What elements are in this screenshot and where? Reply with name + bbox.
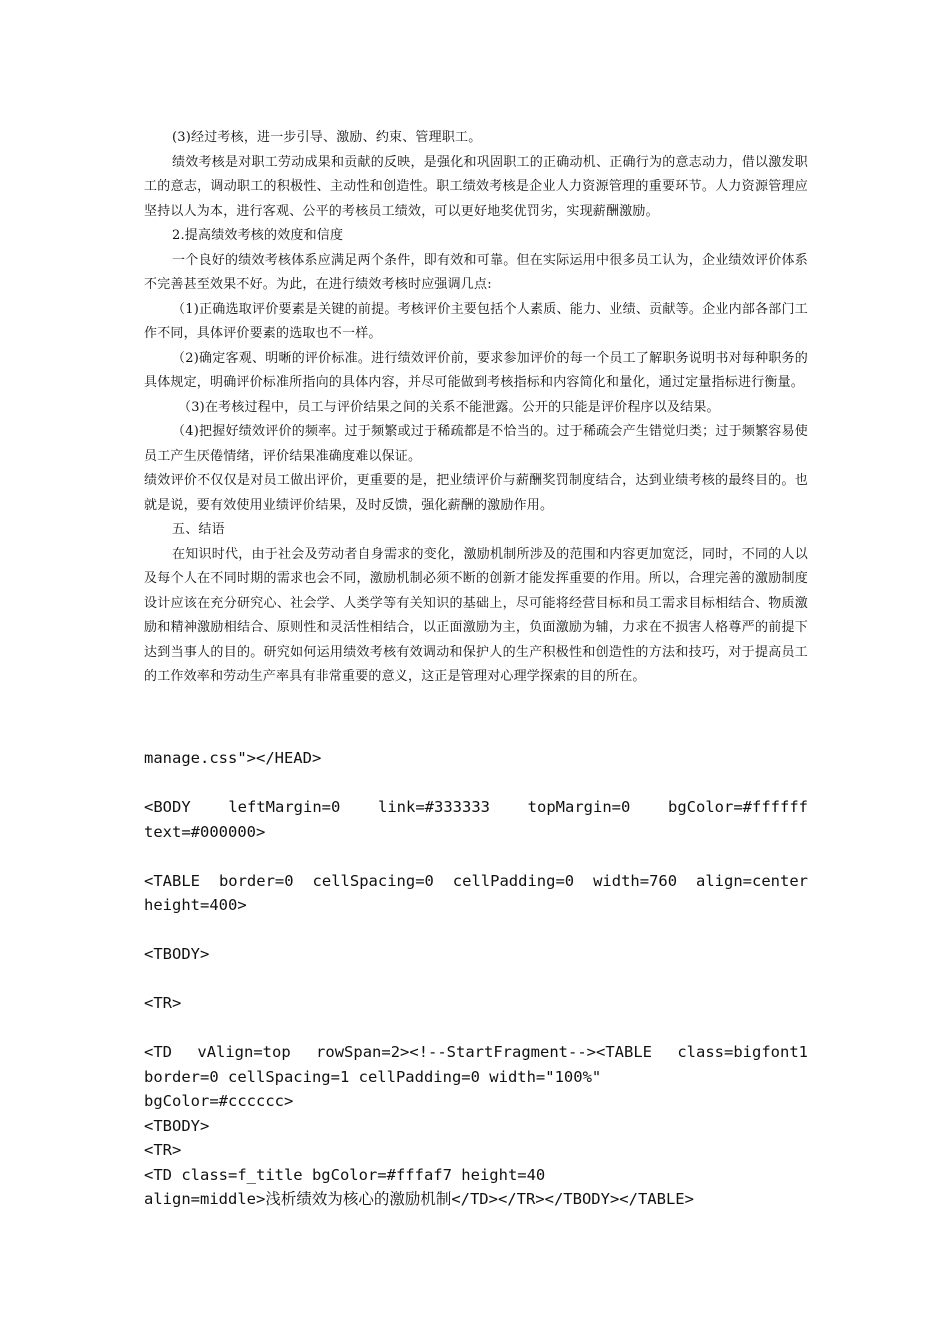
code-line-inner-tr: <TR>	[144, 1141, 182, 1159]
list-item-4: （4)把握好绩效评价的频率。过于频繁或过于稀疏都是不恰当的。过于稀疏会产生错觉归类；过于频繁容易使员工产生厌倦情绪，评价结果准确度难以保证。	[144, 424, 808, 464]
paragraph-good-system: 一个良好的绩效考核体系应满足两个条件，即有效和可靠。但在实际运用中很多员工认为，企业绩效评价体系不完善甚至效果不好。为此，在进行绩效考核时应强调几点:	[144, 252, 808, 292]
code-line-inner-tbody: <TBODY>	[144, 1116, 210, 1135]
code-line-body: <BODY leftMargin=0 link=#333333 topMargin=0 bgColor=#ffffff text=#000000>	[144, 798, 808, 841]
paragraph-conclusion: 在知识时代，由于社会及劳动者自身需求的变化，激励机制所涉及的范围和内容更加宽泛，同时，不同的人以及每个人在不同时期的需求也会不同，激励机制必须不断的创新才能发挥重要的作用。所以，合理完善的激励制度设计应该在充分研究心、社会学、人类学等有关知识的基础上，尽可能将经营目标和员工需求目标相结合、物质激励和精神激励相结合、原则性和灵活性相结合，以正面激励为主，负面激励为辅，力求在不损害人格尊严的前提下达到当事人的目的。研究如何运用绩效考核有效调动和保护人的生产积极性和创造性的方法和技巧，对于提高员工的工作效率和劳动生产率具有非常重要的意义，这正是管理对心理学探索的目的所在。	[144, 546, 808, 684]
code-line-td-inner-table: <TD vAlign=top rowSpan=2><!--StartFragment--><TABLE class=bigfont1 border=0 cellSpacing=1 cellPadding=0 width="100%"	[144, 1043, 808, 1086]
paragraph-performance-appraisal: 绩效考核是对职工劳动成果和贡献的反映，是强化和巩固职工的正确动机、正确行为的意志动力，借以激发职工的意志，调动职工的积极性、主动性和创造性。职工绩效考核是企业人力资源管理的重要环节。人力资源管理应坚持以人为本，进行客观、公平的考核员工绩效，可以更好地奖优罚劣，实现薪酬激励。	[144, 154, 808, 219]
html-source-fragment	[144, 746, 808, 1212]
article-body	[144, 126, 808, 690]
code-line-title-td: <TD class=f_title bgColor=#fffaf7 height=40	[144, 1165, 546, 1184]
section-heading-validity: 2.提高绩效考核的效度和信度	[172, 228, 344, 243]
code-line-table: <TABLE border=0 cellSpacing=0 cellPadding=0 width=760 align=center height=400>	[144, 871, 808, 914]
list-item-2: （2)确定客观、明晰的评价标准。进行绩效评价前，要求参加评价的每一个员工了解职务说明书对每种职务的具体规定，明确评价标准所指向的具体内容，并尽可能做到考核指标和内容简化和量化，通过定量指标进行衡量。	[144, 350, 808, 390]
list-item-1: （1)正确选取评价要素是关键的前提。考核评价主要包括个人素质、能力、业绩、贡献等。企业内部各部门工作不同，具体评价要素的选取也不一样。	[144, 301, 808, 341]
code-line-tr: <TR>	[144, 994, 182, 1012]
code-line-tbody: <TBODY>	[144, 945, 210, 963]
list-item-3: （3)在考核过程中，员工与评价结果之间的关系不能泄露。公开的只能是评价程序以及结果。	[178, 399, 720, 415]
paragraph-evaluation-summary: 绩效评价不仅仅是对员工做出评价，更重要的是，把业绩评价与薪酬奖罚制度结合，达到业绩考核的最终目的。也就是说，要有效使用业绩评价结果，及时反馈，强化薪酬的激励作用。	[144, 473, 808, 513]
paragraph-point-3: (3)经过考核，进一步引导、激励、约束、管理职工。	[172, 130, 482, 145]
code-line-bgcolor: bgColor=#cccccc>	[144, 1092, 294, 1110]
code-line-title-text: align=middle>浅析绩效为核心的激励机制</TD></TR></TBODY></TABLE>	[144, 1190, 694, 1208]
section-heading-conclusion: 五、结语	[172, 522, 225, 537]
code-line-head-close: manage.css"></HEAD>	[144, 749, 322, 767]
